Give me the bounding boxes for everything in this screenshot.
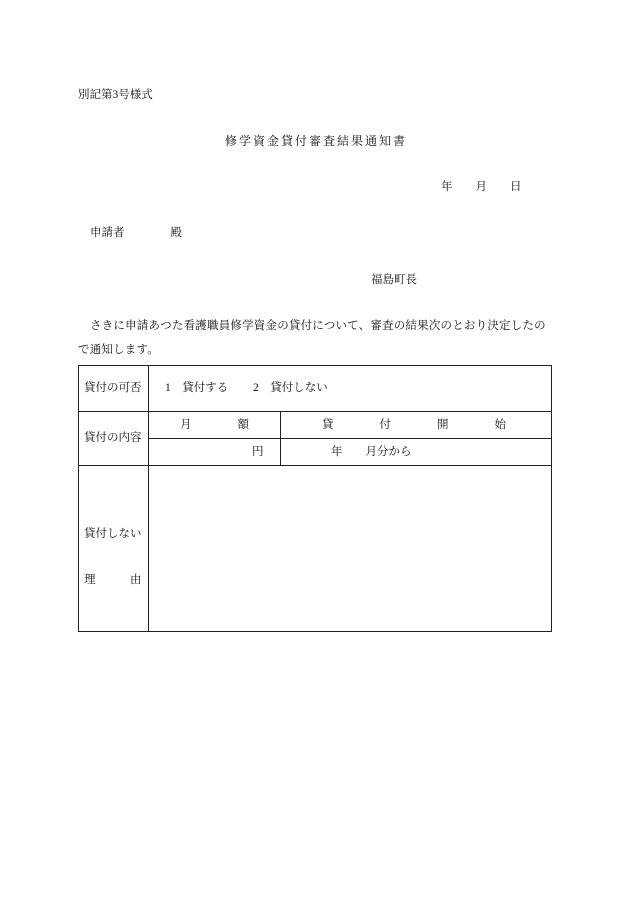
- monthly-amount-unit: 円: [252, 446, 264, 458]
- loan-start-header: 貸 付 開 始: [322, 419, 506, 431]
- approval-label: 貸付の可否: [84, 382, 142, 394]
- loan-start-value: 年 月分から: [331, 446, 412, 458]
- issuer-name: 福島町長: [371, 274, 417, 286]
- body-line-2: で通知します。: [78, 344, 159, 356]
- date-line: 年 月 日: [441, 181, 522, 193]
- approval-option-2: 2 貸付しない: [253, 382, 328, 394]
- body-line-1: さきに申請あつた看護職員修学資金の貸付について、審査の結果次のとおり決定したの: [90, 320, 546, 332]
- table-border-right: [551, 365, 552, 632]
- document-title: 修学資金貸付審査結果通知書: [225, 134, 408, 148]
- reason-label-line-2: 理 由: [84, 574, 142, 586]
- approval-option-1: 1 貸付する: [165, 382, 229, 394]
- monthly-amount-header: 月 額: [180, 419, 249, 431]
- table-border-bottom: [78, 631, 552, 632]
- reason-label-line-1: 貸付しない: [84, 528, 142, 540]
- reason-input-area: [149, 466, 551, 631]
- table-border-left: [78, 365, 79, 632]
- form-number: 別記第3号様式: [78, 89, 153, 101]
- content-label: 貸付の内容: [84, 432, 142, 444]
- table-row-divider-1: [78, 411, 552, 412]
- applicant-line: 申請者 殿: [90, 227, 182, 239]
- table-border-top: [78, 365, 552, 366]
- content-column-divider: [280, 411, 281, 466]
- table-subrow-divider: [148, 438, 552, 439]
